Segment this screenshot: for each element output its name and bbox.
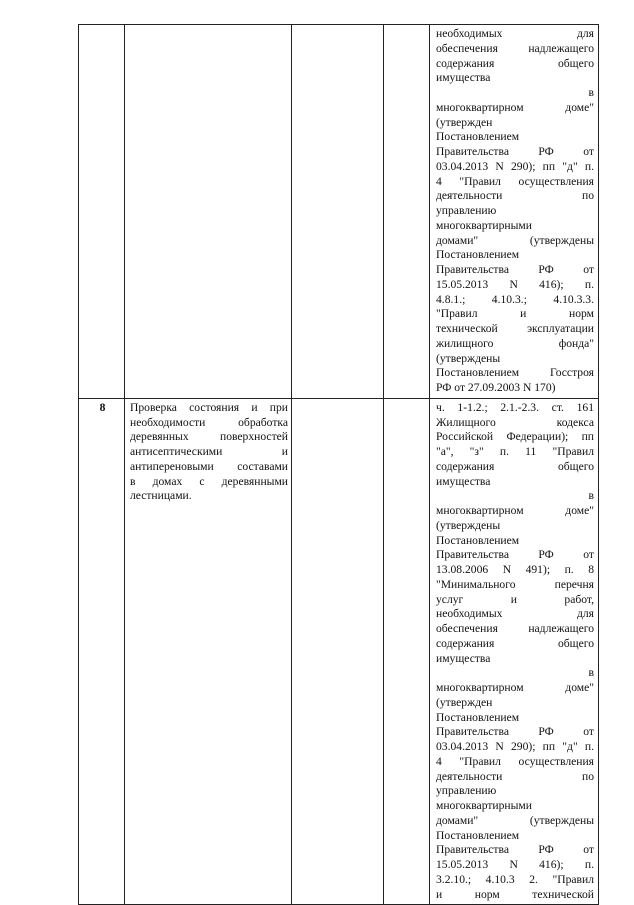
text-line: Постановлением: [436, 533, 520, 547]
text-line: многоквартирном доме": [436, 681, 594, 694]
text-line: 3.2.10.; 4.10.3 2. "Правил: [436, 872, 594, 886]
text-line: "Правил и норм: [436, 307, 594, 321]
text-line: "Минимального перечня: [436, 577, 594, 591]
table-row: [79, 398, 599, 905]
text-line: 4 "Правил осуществления: [436, 754, 594, 768]
text-line: (утвержден: [436, 115, 493, 129]
text-line: (утверждены: [436, 518, 501, 532]
text-line: 15.05.2013 N 416); п.: [436, 277, 594, 291]
text-line: жилищного фонда": [436, 336, 594, 350]
text-line: деятельности по: [436, 189, 594, 203]
text-line: имущества: [436, 71, 491, 85]
text-line: содержания общего: [436, 459, 594, 473]
text-line: Постановлением: [436, 130, 520, 144]
text-line: Правительства РФ от: [436, 145, 594, 158]
text-line: деятельности по: [436, 769, 594, 783]
text-line: управлению: [436, 784, 497, 798]
text-line: Жилищного кодекса: [436, 415, 594, 429]
text-line: имущества: [436, 474, 491, 488]
text-line: деревянных поверхностей: [130, 430, 288, 444]
empty-cell: [292, 398, 384, 905]
text-line: многоквартирном доме": [436, 100, 594, 114]
text-line: (утверждены: [436, 351, 501, 365]
work-description-cell: [125, 25, 292, 399]
text-line: Постановлением: [436, 248, 520, 262]
legal-basis-cell: [430, 398, 599, 905]
text-line: Правительства РФ от: [436, 548, 594, 562]
text-line: Постановлением: [436, 710, 520, 724]
text-line: содержания общего: [436, 636, 594, 650]
row-number-cell: [79, 25, 125, 399]
text-line: услуг и работ,: [436, 592, 594, 606]
text-line: обеспечения надлежащего: [436, 622, 594, 635]
text-line: многоквартирными: [436, 218, 532, 232]
text-line: необходимости обработка: [130, 415, 288, 429]
text-line: технической эксплуатации: [436, 322, 594, 335]
row-number-cell: 8: [79, 398, 125, 905]
text-line: управлению: [436, 204, 497, 217]
text-line: 13.08.2006 N 491); п. 8: [436, 563, 594, 576]
empty-cell: [384, 398, 430, 905]
text-line: Постановлением Госстроя: [436, 366, 594, 380]
text-line: Правительства РФ от: [436, 725, 594, 739]
text-line: РФ от 27.09.2003 N 170): [436, 381, 556, 394]
text-line: 03.04.2013 N 290); пп "д" п.: [436, 740, 594, 753]
text-line: Российской Федерации); пп: [436, 430, 594, 444]
text-line: Проверка состояния и при: [130, 400, 288, 414]
text-line: домами" (утверждены: [436, 233, 594, 247]
text-line: в домах с деревянными: [130, 474, 288, 488]
text-line: Правительства РФ от: [436, 843, 594, 857]
text-line: "а", "з" п. 11 "Правил: [436, 445, 594, 458]
text-line: Правительства РФ от: [436, 263, 594, 276]
text-line: 4.8.1.; 4.10.3.; 4.10.3.3.: [436, 292, 594, 306]
text-line: в: [588, 489, 594, 503]
text-line: антисептическими и: [130, 445, 288, 458]
work-table: [78, 24, 599, 905]
text-line: в: [588, 666, 594, 680]
text-line: многоквартирном доме": [436, 504, 594, 517]
empty-cell: [384, 25, 430, 399]
text-line: 03.04.2013 N 290); пп "д" п.: [436, 159, 594, 173]
text-line: 4 "Правил осуществления: [436, 174, 594, 188]
text-line: антипереновыми составами: [130, 459, 288, 473]
table-row: [79, 25, 599, 399]
text-line: и норм технической: [436, 887, 594, 901]
work-description-cell: [125, 398, 292, 905]
text-line: 15.05.2013 N 416); п.: [436, 858, 594, 871]
text-line: многоквартирными: [436, 799, 532, 812]
text-line: содержания общего: [436, 56, 594, 70]
text-line: (утвержден: [436, 695, 493, 709]
text-line: домами" (утверждены: [436, 813, 594, 827]
text-line: в: [588, 86, 594, 99]
text-line: имущества: [436, 651, 491, 665]
text-line: Постановлением: [436, 828, 520, 842]
text-line: лестницами.: [130, 489, 192, 503]
legal-basis-cell: [430, 25, 599, 399]
text-line: необходимых для: [436, 27, 594, 40]
text-line: обеспечения надлежащего: [436, 41, 594, 55]
text-line: необходимых для: [436, 607, 594, 621]
text-line: ч. 1-1.2.; 2.1.-2.3. ст. 161: [436, 400, 594, 414]
empty-cell: [292, 25, 384, 399]
